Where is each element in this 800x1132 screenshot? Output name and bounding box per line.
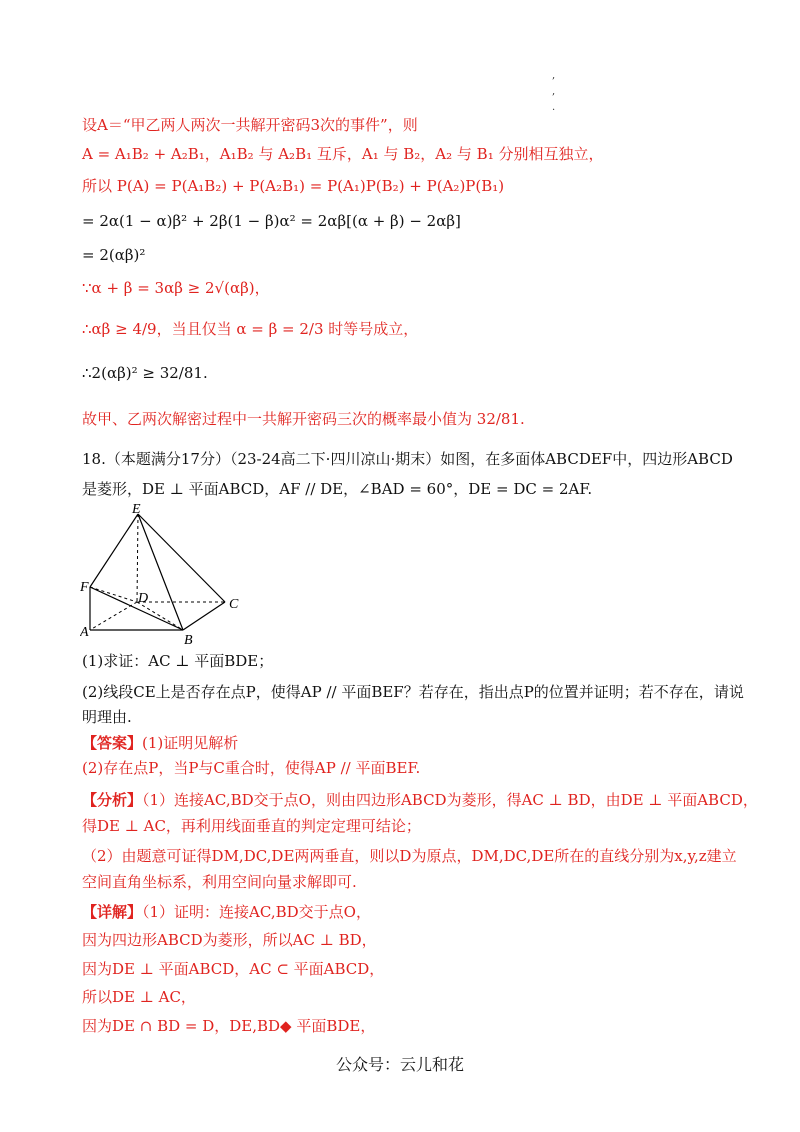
problem-statement-2: 是菱形，DE ⊥ 平面ABCD，AF // DE，∠BAD = 60°，DE = DC = 2AF.	[82, 480, 593, 498]
solution-line-2: A = A₁B₂ + A₂B₁，A₁B₂ 与 A₂B₁ 互斥，A₁ 与 B₂，A₂ 与 B₁ 分别相互独立，	[82, 145, 604, 163]
question-2-line-2: 明理由.	[82, 708, 132, 726]
analysis-line-3: （2）由题意可证得DM,DC,DE两两垂直，则以D为原点，DM,DC,DE所在的直线分别为x,y,z建立	[82, 847, 737, 865]
vertex-label-d: D	[138, 591, 149, 606]
margin-marks: , , .	[552, 70, 556, 113]
solution-line-6: ∵α + β = 3αβ ≥ 2√(αβ)，	[82, 279, 270, 297]
vertex-label-b: B	[184, 633, 193, 647]
polyhedron-figure	[80, 502, 250, 647]
footer-watermark: 公众号：云儿和花	[335, 1055, 464, 1074]
detail-line-2: 因为四边形ABCD为菱形，所以AC ⊥ BD，	[82, 931, 377, 949]
question-2-line-1: (2)线段CE上是否存在点P，使得AP // 平面BEF？若存在，指出点P的位置并证明；若不存在，请说	[82, 683, 744, 701]
analysis-line-4: 空间直角坐标系，利用空间向量求解即可.	[82, 873, 357, 891]
detail-line-5: 因为DE ∩ BD = D，DE,BD◆ 平面BDE，	[82, 1017, 376, 1035]
solution-line-3: 所以 P(A) = P(A₁B₂) + P(A₂B₁) = P(A₁)P(B₂) + P(A₂)P(B₁)	[82, 177, 505, 195]
detail-line-4: 所以DE ⊥ AC，	[82, 988, 196, 1006]
detail-line-3: 因为DE ⊥ 平面ABCD，AC ⊂ 平面ABCD，	[82, 960, 385, 978]
detail-tag: 【详解】	[82, 903, 143, 921]
answer-line-1	[82, 732, 238, 754]
answer-1: (1)证明见解析	[142, 734, 239, 752]
vertex-label-a: A	[80, 625, 89, 640]
detail-line-1	[82, 901, 371, 923]
problem-statement-1: 18.（本题满分17分）（23-24高二下·四川凉山·期末）如图，在多面体ABCDEF中，四边形ABCD	[82, 450, 733, 468]
analysis-tag: 【分析】	[82, 791, 143, 809]
analysis-text-1: （1）连接AC,BD交于点O，则由四边形ABCD为菱形，得AC ⊥ BD，由DE ⊥ 平面ABCD，	[142, 791, 758, 809]
answer-tag: 【答案】	[82, 734, 143, 752]
solution-line-4: = 2α(1 − α)β² + 2β(1 − β)α² = 2αβ[(α + β) − 2αβ]	[82, 212, 461, 230]
solution-line-5: = 2(αβ)²	[82, 246, 146, 264]
solution-line-7: ∴αβ ≥ 4/9，当且仅当 α = β = 2/3 时等号成立，	[82, 320, 419, 338]
analysis-line-1	[82, 789, 758, 811]
solution-line-8: ∴2(αβ)² ≥ 32/81.	[82, 364, 208, 382]
vertex-label-f: F	[80, 580, 89, 595]
answer-2: (2)存在点P，当P与C重合时，使得AP // 平面BEF.	[82, 759, 421, 777]
solution-conclusion: 故甲、乙两次解密过程中一共解开密码三次的概率最小值为 32/81.	[82, 410, 525, 428]
vertex-label-e: E	[132, 502, 141, 517]
solution-line-1: 设A＝“甲乙两人两次一共解开密码3次的事件”，则	[82, 116, 418, 134]
vertex-label-c: C	[229, 597, 239, 612]
question-1: (1)求证：AC ⊥ 平面BDE；	[82, 652, 274, 670]
detail-text-1: （1）证明：连接AC,BD交于点O，	[142, 903, 371, 921]
analysis-line-2: 得DE ⊥ AC，再利用线面垂直的判定定理可结论；	[82, 817, 421, 835]
